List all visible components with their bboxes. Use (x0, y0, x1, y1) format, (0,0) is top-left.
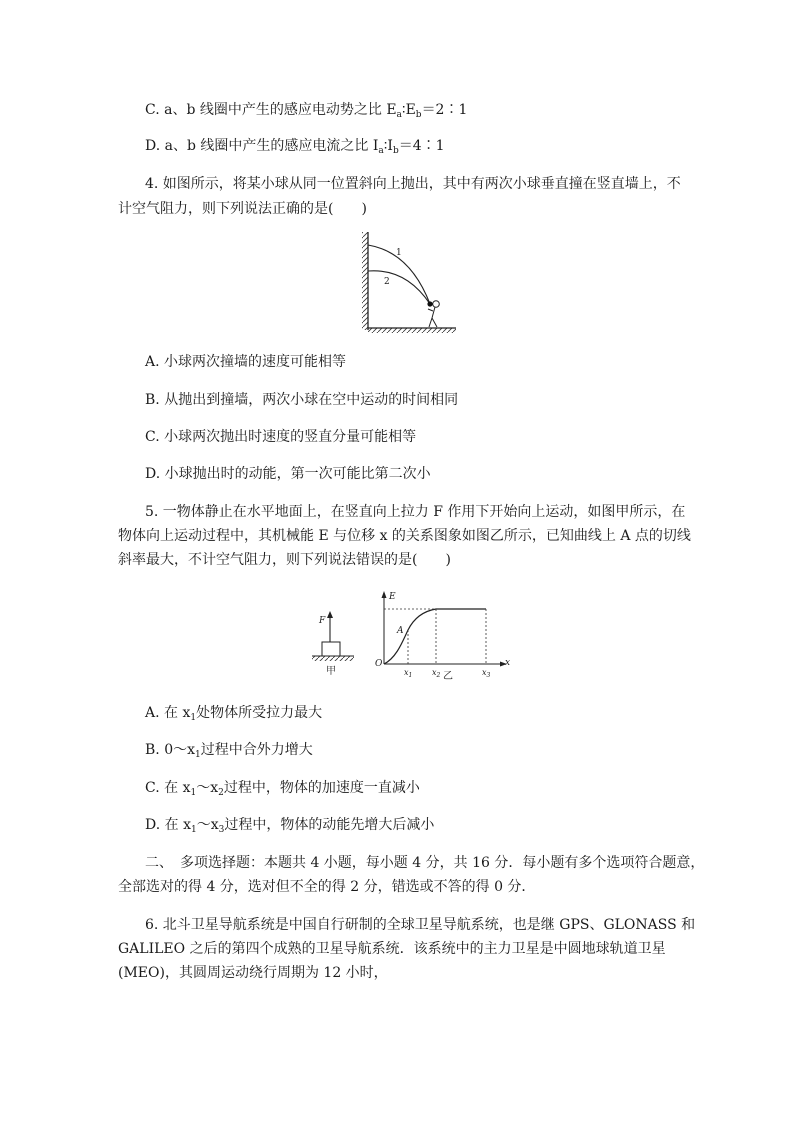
ball (427, 301, 432, 306)
q5-option-b: B. $0\sim x_1$过程中合外力增大 (145, 742, 313, 760)
q5-option-c: C. 在 $x_1\sim x_2$过程中，物体的加速度一直减小 (145, 780, 420, 798)
q5-option-d: D. 在 $x_1\sim x_3$过程中，物体的动能先增大后减小 (145, 817, 435, 835)
trajectory-2 (368, 271, 430, 304)
ground-hatch (368, 328, 456, 333)
block (322, 642, 340, 656)
force-arrowhead (327, 611, 333, 618)
q5-option-a: A. 在 $x_1$处物体所受拉力最大 (145, 705, 323, 723)
q6-line1: 6. 北斗卫星导航系统是中国自行研制的全球卫星导航系统，也是继 GPS、GLONASS 和 (145, 917, 696, 933)
q4-option-c: C. 小球两次抛出时速度的竖直分量可能相等 (145, 429, 417, 445)
x-axis-label: x (505, 658, 511, 668)
trajectory-2-label: 2 (384, 277, 390, 287)
q4-figure (358, 232, 460, 336)
q5-stem-line2: 物体向上运动过程中，其机械能 E 与位移 x 的关系图象如图乙所示，已知曲线上 A 点的切线 (118, 528, 691, 544)
person-body (428, 307, 437, 327)
q6-line2: GALILEO 之后的第四个成熟的卫星导航系统．该系统中的主力卫星是中圆地球轨道卫星 (118, 941, 666, 957)
section2-line1: 二、 多项选择题：本题共 4 小题，每小题 4 分，共 16 分．每小题有多个选项符合题意， (145, 855, 705, 871)
q4-option-a: A. 小球两次撞墙的速度可能相等 (145, 354, 347, 370)
figure-yi-label: 乙 (443, 671, 453, 680)
wall-hatch (362, 232, 368, 330)
y-axis-label: E (389, 592, 396, 602)
trajectory-1-label: 1 (396, 248, 402, 258)
origin-label: O (375, 659, 383, 669)
x1-tick-label: $x_1$ (404, 668, 413, 679)
force-label: F (319, 616, 326, 626)
x2-tick-label: $x_2$ (432, 668, 441, 679)
q4-option-b: B. 从抛出到撞墙，两次小球在空中运动的时间相同 (145, 392, 459, 408)
ground-hatch (312, 656, 354, 661)
y-axis-arrow (382, 591, 387, 598)
section2-line2: 全部选对的得 4 分，选对但不全的得 2 分，错选或不答的得 0 分． (118, 879, 536, 895)
q4-stem-line1: 4. 如图所示，将某小球从同一位置斜向上抛出，其中有两次小球垂直撞在竖直墙上，不 (145, 176, 681, 192)
person-head (433, 301, 440, 308)
figure-jia-label: 甲 (326, 666, 336, 677)
q5-stem-line1: 5. 一物体静止在水平地面上，在竖直向上拉力 F 作用下开始向上运动，如图甲所示，在 (145, 504, 686, 520)
q6-line3: (MEO)，其圆周运动绕行周期为 12 小时， (118, 965, 388, 981)
q5-figure-jia (308, 608, 368, 680)
q5-stem-line3: 斜率最大，不计空气阻力，则下列说法错误的是( ) (118, 552, 451, 568)
point-a-label: A (397, 626, 404, 636)
q4-stem-line2: 计空气阻力，则下列说法正确的是( ) (118, 201, 367, 217)
x3-tick-label: $x_3$ (482, 668, 491, 679)
q3-option-c: C. a、b 线圈中产生的感应电动势之比 $E_a∶E_b=2∶1$ (145, 102, 468, 120)
energy-curve (384, 609, 486, 664)
q3-option-d: D. a、b 线圈中产生的感应电流之比 $I_a∶I_b=4∶1$ (145, 138, 445, 156)
q5-figure-yi (372, 588, 518, 680)
q4-option-d: D. 小球抛出时的动能，第一次可能比第二次小 (145, 466, 431, 482)
